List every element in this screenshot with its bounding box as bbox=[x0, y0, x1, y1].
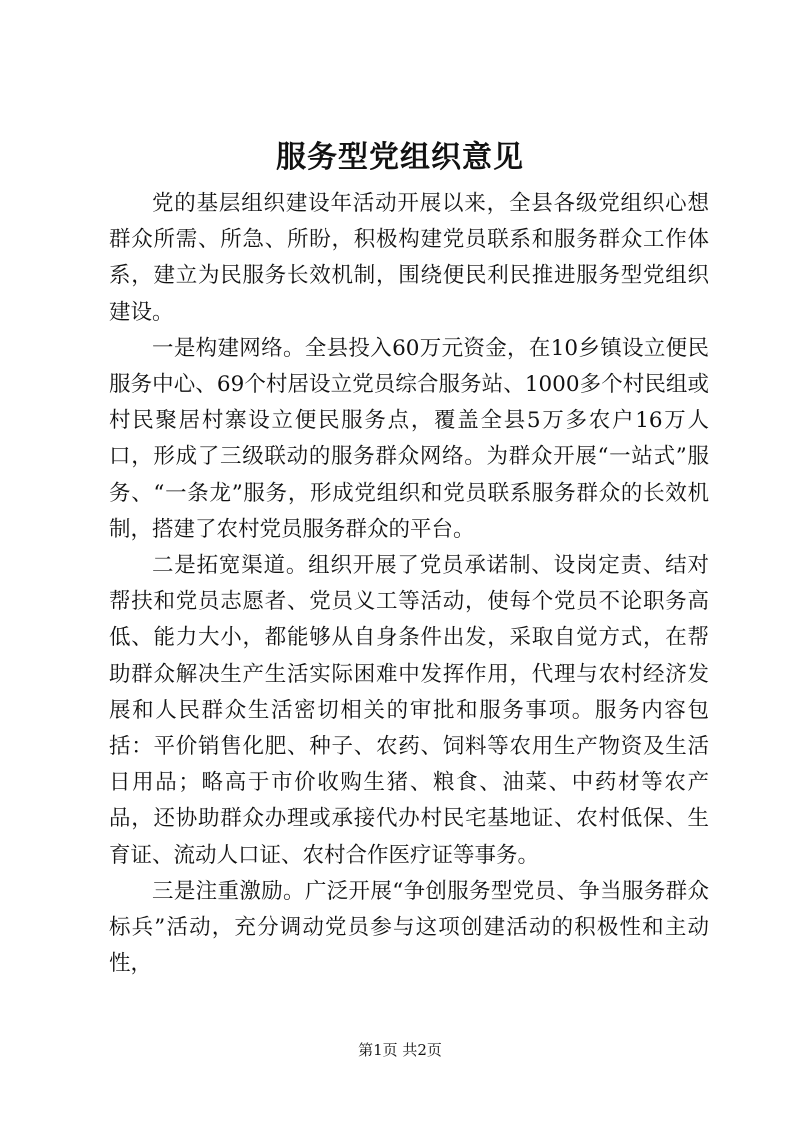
paragraph-intro: 党的基层组织建设年活动开展以来，全县各级党组织心想群众所需、所急、所盼，积极构建党员联系和服务群众工作体系，建立为民服务长效机制，围绕便民利民推进服务型党组织建设。 bbox=[109, 191, 709, 325]
page-footer: 第1页 共2页 bbox=[358, 1041, 442, 1059]
paragraph-focus-incentives: 三是注重激励。广泛开展“争创服务型党员、争当服务群众标兵”活动，充分调动党员参与这项创建活动的积极性和主动性， bbox=[109, 878, 709, 977]
paragraph-build-network: 一是构建网络。全县投入60万元资金，在10乡镇设立便民服务中心、69个村居设立党员综合服务站、1000多个村民组或村民聚居村寨设立便民服务点，覆盖全县5万多农户16万人口，形成了三级联动的服务群众网络。为群众开展“一站式”服务、“一条龙”服务，形成党组织和党员联系服务群众的长效机制，搭建了农村党员服务群众的平台。 bbox=[109, 335, 709, 542]
paragraph-broaden-channels: 二是拓宽渠道。组织开展了党员承诺制、设岗定责、结对帮扶和党员志愿者、党员义工等活动，使每个党员不论职务高低、能力大小，都能够从自身条件出发，采取自觉方式，在帮助群众解决生产生活实际困难中发挥作用，代理与农村经济发展和人民群众生活密切相关的审批和服务事项。服务内容包括：平价销售化肥、种子、农药、饲料等农用生产物资及生活日用品；略高于市价收购生猪、粮食、油菜、中药材等农产品，还协助群众办理或承接代办村民宅基地证、农村低保、生育证、流动人口证、农村合作医疗证等事务。 bbox=[109, 553, 709, 868]
document-body bbox=[109, 186, 709, 982]
document-title: 服务型党组织意见 bbox=[276, 140, 524, 175]
